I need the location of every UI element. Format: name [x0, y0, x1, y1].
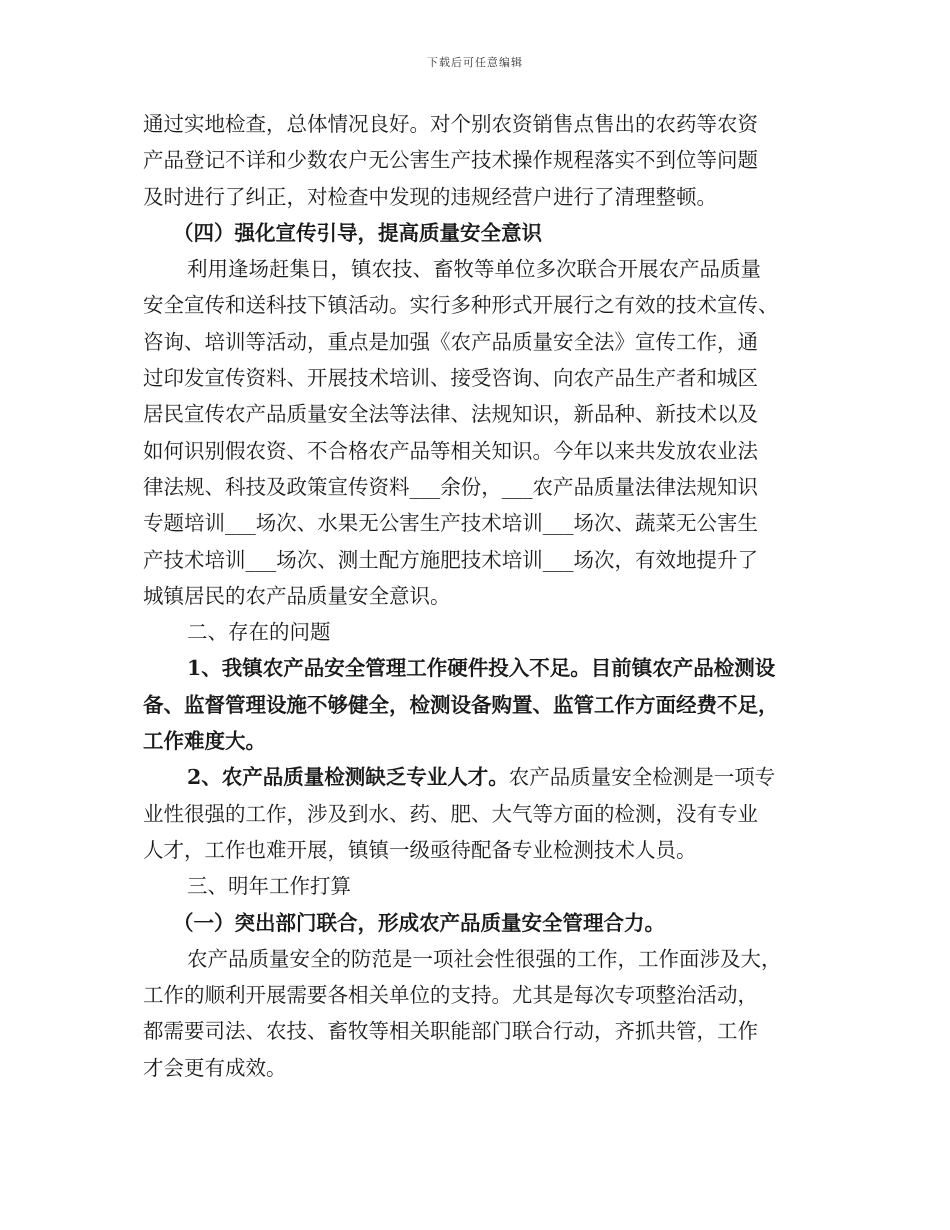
body-line-bold: 备、监督管理设施不够健全，检测设备购置、监管工作方面经费不足，	[143, 692, 779, 717]
bold-lead: 2、农产品质量检测缺乏专业人才。	[187, 765, 509, 790]
body-line: 产品登记不详和少数农户无公害生产技术操作规程落实不到位等问题	[143, 148, 758, 173]
section-heading: 二、存在的问题	[187, 620, 331, 645]
body-line: 业性很强的工作，涉及到水、药、肥、大气等方面的检测，没有专业	[143, 801, 758, 826]
body-line: 专题培训___场次、水果无公害生产技术培训___场次、蔬菜无公害生	[143, 511, 758, 536]
body-line: 才会更有成效。	[143, 1055, 287, 1080]
body-line: 都需要司法、农技、畜牧等相关职能部门联合行动，齐抓共管，工作	[143, 1019, 758, 1044]
page-header: 下载后可任意编辑	[427, 56, 523, 69]
body-line-bold: 工作难度大。	[143, 729, 266, 754]
document-body	[143, 106, 811, 1086]
body-line: 安全宣传和送科技下镇活动。实行多种形式开展行之有效的技术宣传、	[143, 293, 779, 318]
normal-tail: 农产品质量安全检测是一项专	[508, 765, 776, 790]
body-line: 及时进行了纠正，对检查中发现的违规经营户进行了清理整顿。	[143, 184, 717, 209]
body-line-bold: 1、我镇农产品安全管理工作硬件投入不足。目前镇农产品检测设	[187, 656, 776, 681]
body-line: 通过实地检查，总体情况良好。对个别农资销售点售出的农药等农资	[143, 112, 758, 136]
body-line: 农产品质量安全的防范是一项社会性很强的工作，工作面涉及大，	[187, 946, 782, 971]
body-line: 过印发宣传资料、开展技术培训、接受咨询、向农产品生产者和城区	[143, 366, 758, 391]
body-line: 咨询、培训等活动，重点是加强《农产品质量安全法》宣传工作，通	[143, 329, 758, 354]
body-line: 产技术培训___场次、测土配方施肥技术培训___场次，有效地提升了	[143, 547, 758, 572]
body-line: 如何识别假农资、不合格农产品等相关知识。今年以来共发放农业法	[143, 438, 758, 463]
body-line: 人才，工作也难开展，镇镇一级亟待配备专业检测技术人员。	[143, 837, 697, 862]
section-heading: （四）强化宣传引导，提高质量安全意识	[173, 220, 542, 245]
body-line: 工作的顺利开展需要各相关单位的支持。尤其是每次专项整治活动，	[143, 983, 758, 1008]
section-heading: （一）突出部门联合，形成农产品质量安全管理合力。	[173, 910, 665, 935]
body-line: 律法规、科技及政策宣传资料___余份，___农产品质量法律法规知识	[143, 474, 758, 499]
body-line: 利用逢场赶集日，镇农技、畜牧等单位多次联合开展农产品质量	[187, 257, 761, 282]
body-line-mixed	[143, 759, 811, 795]
section-heading: 三、明年工作打算	[187, 874, 351, 899]
body-line: 居民宣传农产品质量安全法等法律、法规知识，新品种、新技术以及	[143, 402, 758, 427]
body-line: 城镇居民的农产品质量安全意识。	[143, 583, 451, 608]
